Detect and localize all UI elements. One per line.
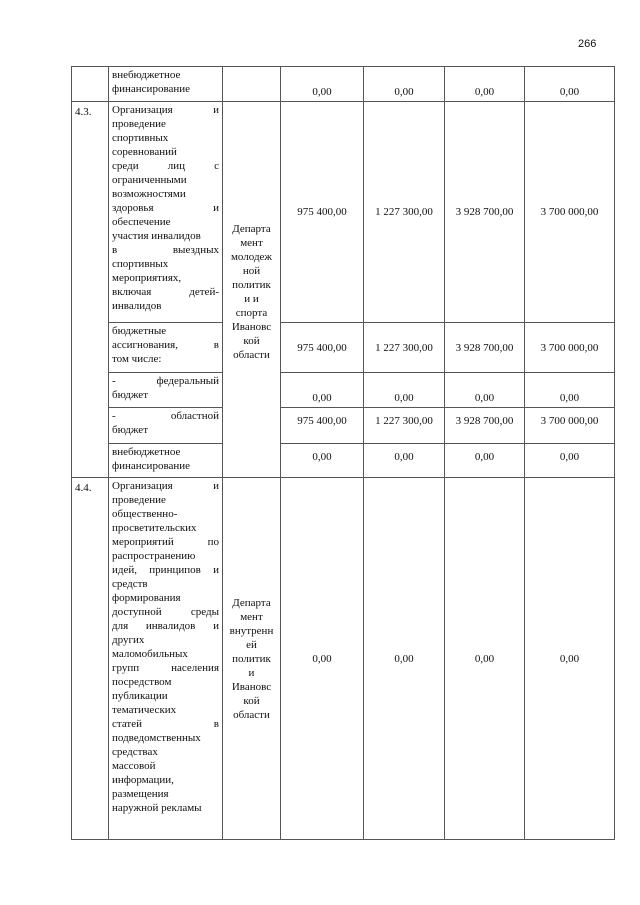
table-row [72,444,615,478]
item-description: Организация и проведение общественно- просветительских мероприятий по распространению идей, принципов и средств формирования доступной среды для инвалидов и других маломобильных групп населения посредством публикации тематических статей в подведомственных средствах массовой информации, размещения наружной рекламы [109,478,223,840]
table-row [72,67,615,102]
value-cell: 0,00 [281,478,364,840]
item-number: 4.3. [72,102,109,478]
value-cell: 1 227 300,00 [364,408,445,444]
value-cell: 0,00 [525,444,615,478]
value-cell: 0,00 [445,478,525,840]
value-cell: 3 928 700,00 [445,408,525,444]
value-cell: 0,00 [364,373,445,408]
budget-table [71,66,615,840]
row-label: бюджетные ассигнования, в том числе: [109,323,223,373]
item-number: 4.4. [72,478,109,840]
value-cell: 0,00 [281,67,364,102]
value-cell: 975 400,00 [281,102,364,323]
table-row-4-3 [72,102,615,323]
table-row [72,323,615,373]
table-row [72,373,615,408]
value-cell: 975 400,00 [281,323,364,373]
value-cell: 3 928 700,00 [445,323,525,373]
table-row-4-4 [72,478,615,840]
row-label: - федеральный бюджет [109,373,223,408]
executor-cell [223,67,281,102]
row-label: внебюджетное финансирование [109,444,223,478]
value-cell: 0,00 [445,373,525,408]
value-cell: 1 227 300,00 [364,102,445,323]
value-cell: 0,00 [445,67,525,102]
value-cell: 3 700 000,00 [525,323,615,373]
table-row [72,408,615,444]
executor-cell: Департа мент молодеж ной политик и и спорта Ивановс кой области [223,102,281,478]
value-cell: 0,00 [364,444,445,478]
value-cell: 3 928 700,00 [445,102,525,323]
value-cell: 3 700 000,00 [525,408,615,444]
item-description: Организация и проведение спортивных соревнований среди лиц с ограниченными возможностями здоровья и обеспечение участия инвалидов в выездных спортивных мероприятиях, включая детей- инвалидов [109,102,223,323]
value-cell: 0,00 [281,444,364,478]
value-cell: 0,00 [364,67,445,102]
index-cell [72,67,109,102]
executor-cell: Департа мент внутренн ей политик и Ивановс кой области [223,478,281,840]
value-cell: 0,00 [525,373,615,408]
row-label: внебюджетное финансирование [109,67,223,102]
value-cell: 0,00 [445,444,525,478]
page-number: 266 [578,38,597,50]
value-cell: 1 227 300,00 [364,323,445,373]
value-cell: 3 700 000,00 [525,102,615,323]
value-cell: 0,00 [525,67,615,102]
value-cell: 0,00 [364,478,445,840]
value-cell: 975 400,00 [281,408,364,444]
value-cell: 0,00 [281,373,364,408]
value-cell: 0,00 [525,478,615,840]
row-label: - областной бюджет [109,408,223,444]
